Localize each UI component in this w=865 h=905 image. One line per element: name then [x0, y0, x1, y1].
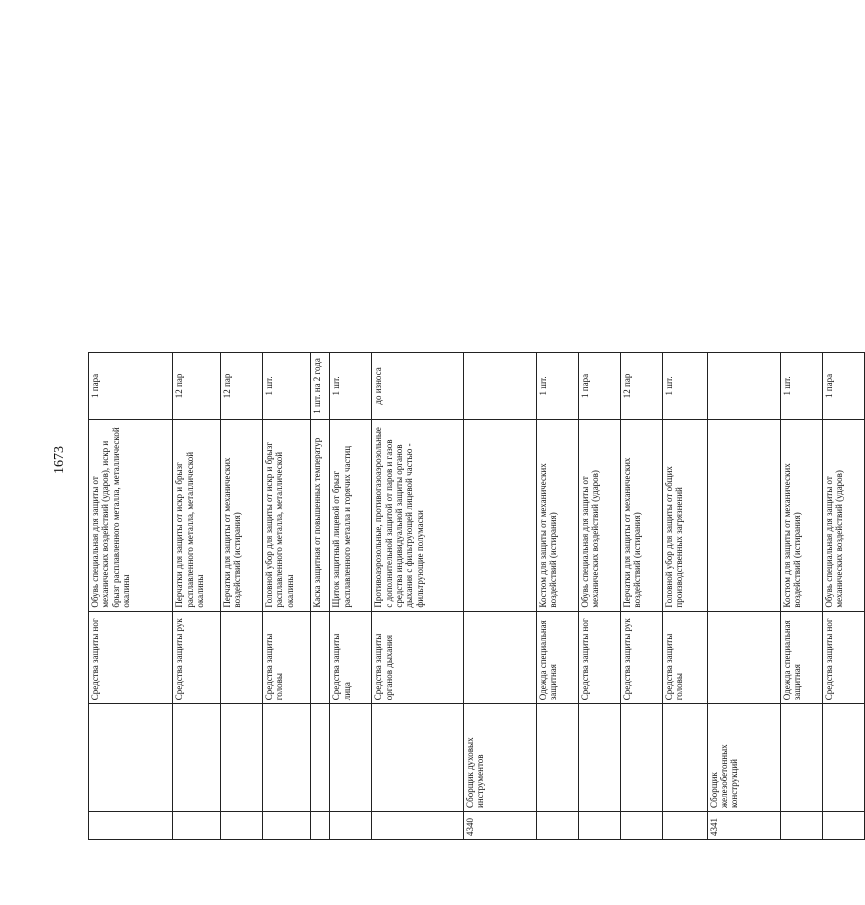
row-description: Обувь специальная для защиты от механических воздействий (ударов), искр и брызг расплавленного металла, металлической окалины: [89, 419, 173, 611]
row-norm: до износа: [372, 353, 463, 420]
row-profession: Сборщик железобетонных конструкций: [707, 704, 780, 812]
row-profession: [662, 704, 707, 812]
row-norm: 1 шт.: [536, 353, 578, 420]
row-ppe-type: Средства защиты рук: [173, 611, 221, 704]
row-profession: [578, 704, 620, 812]
table-row: [620, 353, 662, 840]
row-description: [707, 419, 780, 611]
row-ppe-type: Средства защиты ног: [89, 611, 173, 704]
table-row: [780, 353, 822, 840]
row-ppe-type: Одежда специальная защитная: [536, 611, 578, 704]
row-ppe-type: [220, 611, 262, 704]
table-row: [707, 353, 780, 840]
row-description: Обувь специальная для защиты от механических воздействий (ударов): [822, 419, 864, 611]
row-ppe-type: Средства защиты ног: [822, 611, 864, 704]
row-norm: 1 пара: [822, 353, 864, 420]
row-code: [89, 812, 173, 840]
row-code: [330, 812, 372, 840]
row-description: Перчатки для защиты от механических воздействий (истирания): [620, 419, 662, 611]
row-ppe-type: [463, 611, 536, 704]
row-description: Щиток защитный лицевой от брызг расплавленного металла и горячих частиц: [330, 419, 372, 611]
row-profession: [89, 704, 173, 812]
row-profession: [372, 704, 463, 812]
ppe-norms-table: [88, 352, 865, 840]
page-number: 1673: [52, 446, 67, 474]
table-row: [372, 353, 463, 840]
row-ppe-type: Средства защиты рук: [620, 611, 662, 704]
row-description: Костюм для защиты от механических воздействий (истирания): [536, 419, 578, 611]
row-profession: [620, 704, 662, 812]
rotated-table-frame: [88, 63, 845, 840]
row-profession: [822, 704, 864, 812]
table-wrapper: [88, 63, 865, 836]
row-profession: Сборщик духовых инструментов: [463, 704, 536, 812]
row-description: Костюм для защиты от механических воздействий (истирания): [780, 419, 822, 611]
row-code: [220, 812, 262, 840]
row-ppe-type: Средства защиты ног: [578, 611, 620, 704]
row-profession: [220, 704, 262, 812]
row-description: [463, 419, 536, 611]
row-description: Противоаэрозольные, противогазоаэрозольные с дополнительной защитой от паров и газов средства индивидуальной защиты органов дыхания с фильтрующей лицевой частью - фильтрующие полумаски: [372, 419, 463, 611]
row-profession: [330, 704, 372, 812]
table-row: [173, 353, 221, 840]
row-code: [310, 812, 330, 840]
row-ppe-type: Одежда специальная защитная: [780, 611, 822, 704]
row-code: [620, 812, 662, 840]
row-profession: [780, 704, 822, 812]
row-norm: 1 шт.: [662, 353, 707, 420]
row-norm: 1 шт.: [330, 353, 372, 420]
table-body: [89, 353, 865, 840]
table-row: [330, 353, 372, 840]
table-row: [220, 353, 262, 840]
row-ppe-type: Средства защиты головы: [262, 611, 310, 704]
row-description: Головной убор для защиты от искр и брызг расплавленного металла, металлической окалины: [262, 419, 310, 611]
row-description: Перчатки для защиты от искр и брызг расплавленного металла, металлической окалины: [173, 419, 221, 611]
row-ppe-type: Средства защиты лица: [330, 611, 372, 704]
row-description: Головной убор для защиты от общих производственных загрязнений: [662, 419, 707, 611]
row-norm: 12 пар: [620, 353, 662, 420]
row-description: Каска защитная от повышенных температур: [310, 419, 330, 611]
row-code: [780, 812, 822, 840]
table-row: [578, 353, 620, 840]
row-norm: 12 пар: [220, 353, 262, 420]
row-ppe-type: Средства защиты головы: [662, 611, 707, 704]
row-code: [822, 812, 864, 840]
row-description: Обувь специальная для защиты от механических воздействий (ударов): [578, 419, 620, 611]
row-norm: [707, 353, 780, 420]
row-profession: [262, 704, 310, 812]
row-ppe-type: [707, 611, 780, 704]
row-ppe-type: Средства защиты органов дыхания: [372, 611, 463, 704]
row-norm: 1 шт.: [780, 353, 822, 420]
row-code: [662, 812, 707, 840]
row-code: [578, 812, 620, 840]
row-norm: 1 пара: [578, 353, 620, 420]
row-code: 4340: [463, 812, 536, 840]
row-description: Перчатки для защиты от механических воздействий (истирания): [220, 419, 262, 611]
row-code: 4341: [707, 812, 780, 840]
row-code: [372, 812, 463, 840]
table-row: [536, 353, 578, 840]
row-norm: 1 пара: [89, 353, 173, 420]
row-profession: [310, 704, 330, 812]
row-code: [173, 812, 221, 840]
row-ppe-type: [310, 611, 330, 704]
table-row: [463, 353, 536, 840]
row-code: [262, 812, 310, 840]
row-profession: [173, 704, 221, 812]
table-row: [822, 353, 864, 840]
table-row: [262, 353, 310, 840]
table-row: [310, 353, 330, 840]
row-norm: [463, 353, 536, 420]
row-norm: 1 шт.: [262, 353, 310, 420]
row-code: [536, 812, 578, 840]
table-row: [89, 353, 173, 840]
row-norm: 12 пар: [173, 353, 221, 420]
row-norm: 1 шт. на 2 года: [310, 353, 330, 420]
row-profession: [536, 704, 578, 812]
table-row: [662, 353, 707, 840]
